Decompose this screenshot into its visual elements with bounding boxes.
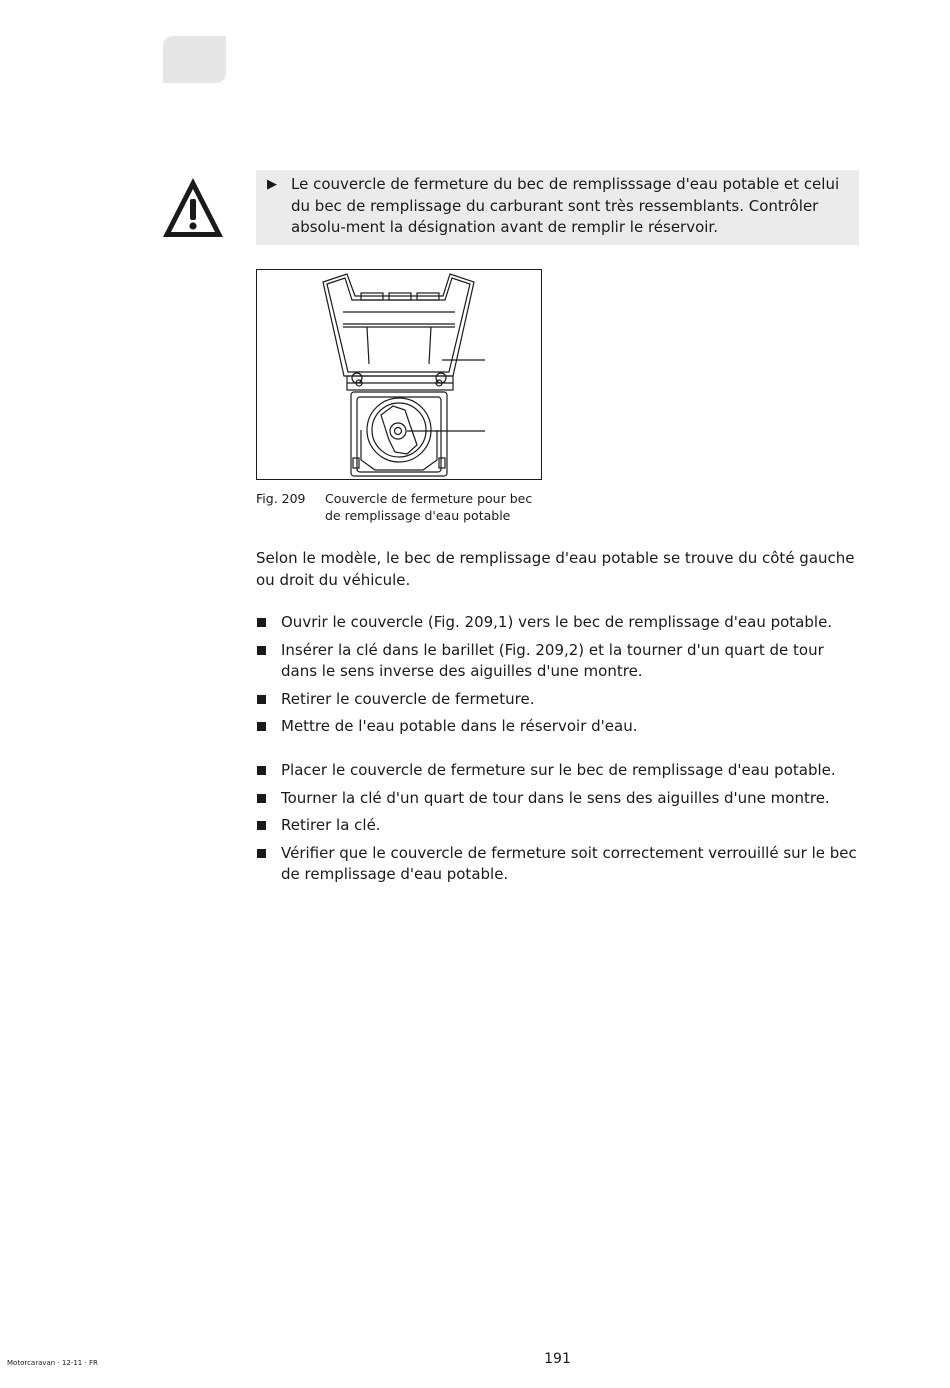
- bullet-square-icon: [257, 695, 266, 704]
- list-item: Vérifier que le couvercle de fermeture soit correctement verrouillé sur le bec de remplissage d'eau potable.: [256, 843, 861, 886]
- step-list-1: [256, 612, 861, 744]
- intro-paragraph: Selon le modèle, le bec de remplissage d'eau potable se trouve du côté gauche ou droit du véhicule.: [256, 549, 855, 589]
- list-item: Retirer la clé.: [256, 815, 861, 837]
- list-item: Retirer le couvercle de fermeture.: [256, 689, 861, 711]
- warning-box: [256, 170, 859, 245]
- bullet-square-icon: [257, 618, 266, 627]
- bullet-square-icon: [257, 766, 266, 775]
- list-item: Placer le couvercle de fermeture sur le bec de remplissage d'eau potable.: [256, 760, 861, 782]
- page-number: 191: [544, 1351, 571, 1367]
- warning-text: Le couvercle de fermeture du bec de remplisssage d'eau potable et celui du bec de remplissage du carburant sont très ressemblants. Contrôler absolu-ment la désignation avant de remplir le réservoir.: [291, 175, 840, 236]
- bullet-square-icon: [257, 821, 266, 830]
- footer-doc-ref: Motorcaravan · 12-11 · FR: [7, 1359, 98, 1367]
- figure-number: Fig. 209: [256, 491, 306, 506]
- bullet-square-icon: [257, 722, 266, 731]
- arrow-right-icon: ▶: [267, 177, 277, 192]
- step-list-2: [256, 760, 861, 892]
- figure-caption: Couvercle de fermeture pour bec de remplissage d'eau potable: [325, 491, 533, 523]
- chapter-tab: [163, 36, 226, 83]
- list-item: Tourner la clé d'un quart de tour dans le sens des aiguilles d'une montre.: [256, 788, 861, 810]
- bullet-square-icon: [257, 794, 266, 803]
- list-item: Insérer la clé dans le barillet (Fig. 209,2) et la tourner d'un quart de tour dans le sens inverse des aiguilles d'une montre.: [256, 640, 861, 683]
- warning-triangle-icon: [160, 174, 226, 240]
- list-item: Mettre de l'eau potable dans le réservoir d'eau.: [256, 716, 861, 738]
- list-item: Ouvrir le couvercle (Fig. 209,1) vers le bec de remplissage d'eau potable.: [256, 612, 861, 634]
- bullet-square-icon: [257, 849, 266, 858]
- figure-209: [256, 269, 542, 480]
- bullet-square-icon: [257, 646, 266, 655]
- filler-cap-illustration: [257, 270, 541, 479]
